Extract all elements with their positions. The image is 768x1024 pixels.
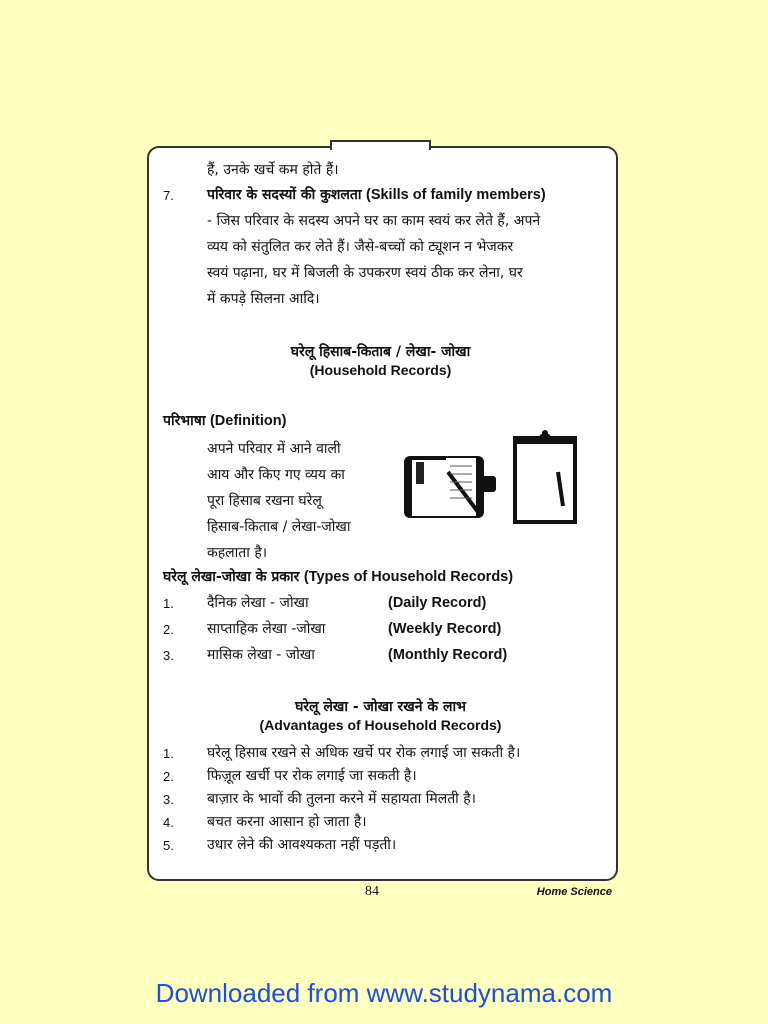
type-number: 1. — [163, 596, 174, 611]
advantages-heading-en: (Advantages of Household Records) — [259, 717, 502, 733]
definition-label-hi: परिभाषा — [163, 413, 206, 429]
type-number: 2. — [163, 622, 174, 637]
advantage-text: बाज़ार के भावों की तुलना करने में सहायता मिलती है। — [207, 791, 476, 807]
frame-tab — [330, 140, 431, 150]
continuation-text: हैं, उनके खर्चे कम होते हैं। — [207, 162, 339, 178]
item7-line: व्यय को संतुलित कर लेते हैं। जैसे-बच्चों को ट्यूशन न भेजकर — [207, 239, 514, 255]
definition-line: हिसाब-किताब / लेखा-जोखा — [207, 519, 351, 535]
item7-line: स्वयं पढ़ाना, घर में बिजली के उपकरण स्वयं ठीक कर लेना, घर — [207, 265, 523, 281]
type-en: (Monthly Record) — [388, 647, 508, 663]
definition-line: पूरा हिसाब रखना घरेलू — [207, 493, 322, 509]
clipboard-pen-icon — [511, 428, 579, 526]
types-heading-en: (Types of Household Records) — [303, 569, 514, 585]
item7-line: - जिस परिवार के सदस्य अपने घर का काम स्वयं कर लेते हैं, अपने — [207, 213, 541, 229]
definition-heading — [163, 408, 286, 434]
advantage-number: 2. — [163, 769, 174, 784]
definition-line: आय और किए गए व्यय का — [207, 467, 345, 483]
type-number: 3. — [163, 648, 174, 663]
records-heading-hi: घरेलू हिसाब-किताब / लेखा- जोखा — [290, 344, 471, 360]
definition-line: अपने परिवार में आने वाली — [207, 441, 341, 457]
definition-line: कहलाता है। — [207, 545, 268, 561]
records-heading-en: (Household Records) — [309, 362, 452, 378]
advantage-number: 5. — [163, 838, 174, 853]
item7-title-hi: परिवार के सदस्यों की कुशलता — [207, 187, 362, 203]
advantage-text: घरेलू हिसाब रखने से अधिक खर्चे पर रोक लगाई जा सकती है। — [207, 745, 521, 761]
organizer-notebook-icon — [398, 452, 498, 524]
download-link[interactable]: Downloaded from www.studynama.com — [155, 978, 613, 1008]
advantage-number: 3. — [163, 792, 174, 807]
item7-line: में कपड़े सिलना आदि। — [207, 291, 320, 307]
types-heading — [163, 564, 513, 590]
item7-title-en: (Skills of family members) — [365, 187, 546, 203]
advantage-text: बचत करना आसान हो जाता है। — [207, 814, 367, 830]
subject-label: Home Science — [536, 886, 612, 898]
advantage-number: 1. — [163, 746, 174, 761]
type-hi: मासिक लेखा - जोखा — [207, 647, 315, 663]
type-en: (Weekly Record) — [388, 621, 502, 637]
advantage-text: फिज़ूल खर्ची पर रोक लगाई जा सकती है। — [207, 768, 417, 784]
item7-number: 7. — [163, 188, 174, 203]
type-hi: साप्ताहिक लेखा -जोखा — [207, 621, 326, 637]
item7-heading — [207, 182, 546, 208]
definition-label-en: (Definition) — [209, 413, 287, 429]
advantages-heading-hi: घरेलू लेखा - जोखा रखने के लाभ — [295, 699, 466, 715]
advantage-text: उधार लेने की आवश्यकता नहीं पड़ती। — [207, 837, 397, 853]
page-number: 84 — [365, 884, 379, 899]
type-hi: दैनिक लेखा - जोखा — [207, 595, 309, 611]
advantage-number: 4. — [163, 815, 174, 830]
types-heading-hi: घरेलू लेखा-जोखा के प्रकार — [163, 569, 300, 585]
type-en: (Daily Record) — [388, 595, 487, 611]
